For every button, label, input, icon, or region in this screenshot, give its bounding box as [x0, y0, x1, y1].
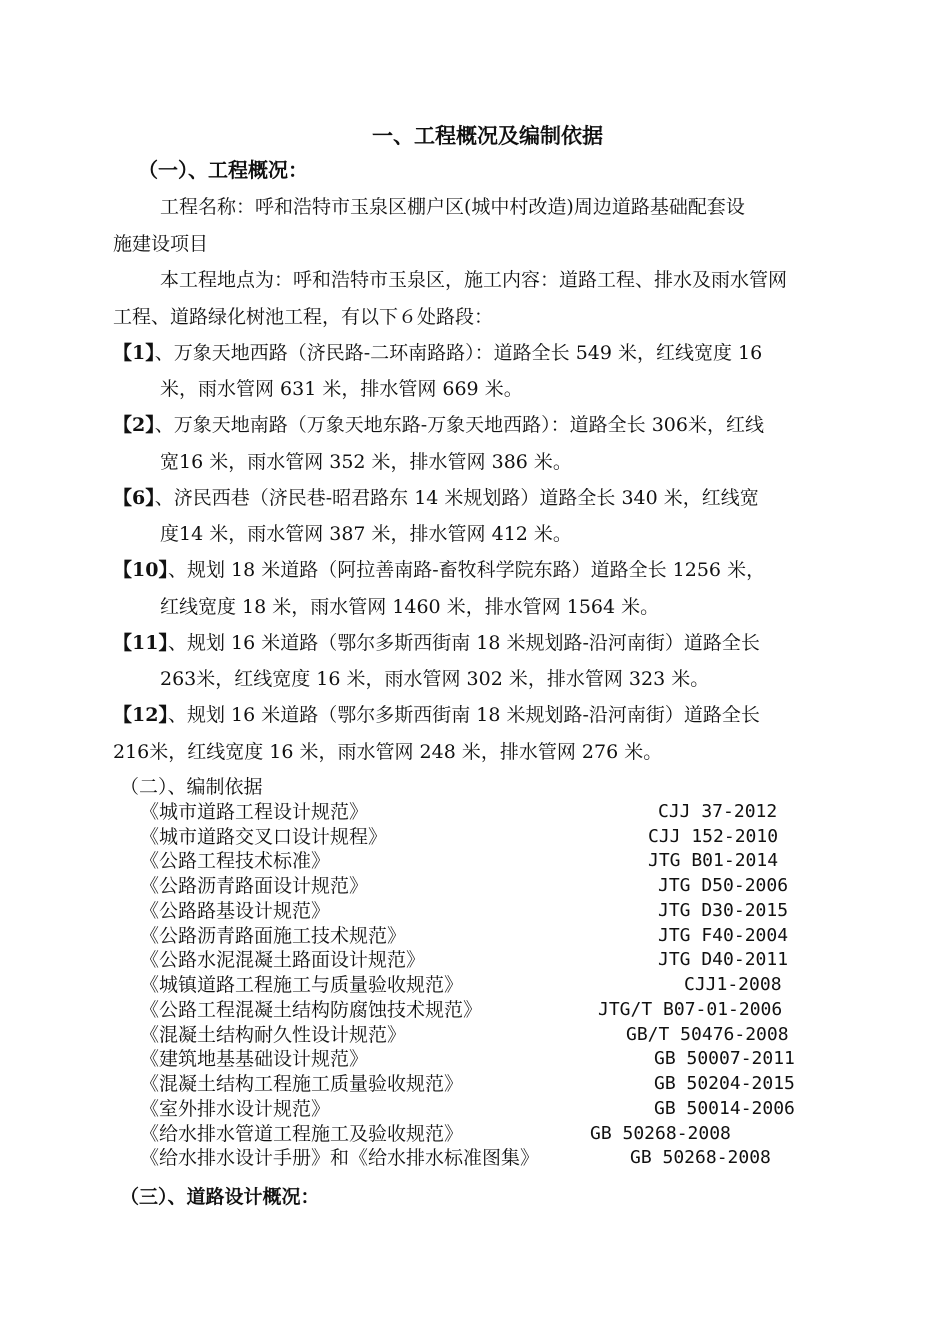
road-item-2-line-1: [113, 413, 764, 437]
reference-name: 《给水排水管道工程施工及验收规范》: [140, 1123, 464, 1145]
reference-name: 《公路工程技术标准》: [140, 850, 331, 872]
reference-code: JTG B01-2014: [648, 850, 779, 871]
road-item-2-tag: 【2】: [113, 414, 155, 436]
section-2-title: （二）、编制依据: [120, 776, 263, 798]
reference-code: JTG F40-2004: [658, 925, 789, 946]
reference-name: 《城市道路工程设计规范》: [140, 801, 369, 823]
reference-name: 《公路水泥混凝土路面设计规范》: [140, 949, 426, 971]
reference-name: 《城市道路交叉口设计规程》: [140, 826, 388, 848]
section-3-title: （三）、道路设计概况：: [120, 1186, 320, 1208]
road-item-1-text: 、万象天地西路（济民路-二环南路路）：道路全长 549 米，红线宽度 16: [154, 342, 763, 364]
road-item-2-text: 、万象天地南路（万象天地东路-万象天地西路）：道路全长 306米，红线: [154, 414, 764, 436]
reference-code: GB 50268-2008: [590, 1123, 731, 1144]
project-location-line-1: 本工程地点为：呼和浩特市玉泉区，施工内容：道路工程、排水及雨水管网: [160, 269, 788, 291]
reference-name: 《混凝土结构工程施工质量验收规范》: [140, 1073, 464, 1095]
reference-code: GB 50204-2015: [654, 1073, 795, 1094]
road-item-1-line-1: [113, 341, 762, 365]
road-item-12-text: 、规划 16 米道路（鄂尔多斯西街南 18 米规划路-沿河南街）道路全长: [167, 704, 760, 726]
reference-code: GB 50014-2006: [654, 1098, 795, 1119]
reference-name: 《城镇道路工程施工与质量验收规范》: [140, 974, 464, 996]
road-item-2-line-2: 宽16 米，雨水管网 352 米，排水管网 386 米。: [160, 451, 572, 473]
road-item-6-line-2: 度14 米，雨水管网 387 米，排水管网 412 米。: [160, 523, 572, 545]
reference-code: GB 50007-2011: [654, 1048, 795, 1069]
road-item-10-text: 、规划 18 米道路（阿拉善南路-畜牧科学院东路）道路全长 1256 米，: [167, 559, 766, 581]
section-1-title: （一）、工程概况：: [138, 158, 308, 182]
road-item-11-text: 、规划 16 米道路（鄂尔多斯西街南 18 米规划路-沿河南街）道路全长: [167, 632, 760, 654]
road-item-6-tag: 【6】: [113, 487, 155, 509]
road-item-12-tag: 【12】: [113, 704, 168, 726]
reference-code: CJJ 152-2010: [648, 826, 779, 847]
road-item-10-line-1: [113, 558, 765, 582]
reference-code: JTG D50-2006: [658, 875, 789, 896]
reference-code: CJJ1-2008: [684, 974, 782, 995]
project-location-line-2: 工程、道路绿化树池工程，有以下６处路段：: [113, 306, 494, 328]
reference-name: 《公路路基设计规范》: [140, 900, 331, 922]
reference-code: JTG/T B07-01-2006: [598, 999, 783, 1020]
road-item-12-line-2: 216米，红线宽度 16 米，雨水管网 248 米，排水管网 276 米。: [113, 741, 663, 763]
reference-name: 《建筑地基基础设计规范》: [140, 1048, 369, 1070]
reference-code: JTG D40-2011: [658, 949, 789, 970]
reference-code: CJJ 37-2012: [658, 801, 778, 822]
reference-name: 《公路沥青路面设计规范》: [140, 875, 369, 897]
reference-code: GB 50268-2008: [630, 1147, 771, 1168]
reference-code: JTG D30-2015: [658, 900, 789, 921]
road-item-10-line-2: 红线宽度 18 米，雨水管网 1460 米，排水管网 1564 米。: [160, 596, 660, 618]
road-item-1-line-2: 米，雨水管网 631 米，排水管网 669 米。: [160, 378, 523, 400]
reference-name: 《给水排水设计手册》和《给水排水标准图集》: [140, 1147, 540, 1169]
document-heading: 一、工程概况及编制依据: [372, 123, 603, 148]
road-item-12-line-1: [113, 703, 760, 727]
reference-name: 《室外排水设计规范》: [140, 1098, 331, 1120]
road-item-6-line-1: [113, 486, 759, 510]
reference-code: GB/T 50476-2008: [626, 1024, 789, 1045]
project-name-line-1: 工程名称：呼和浩特市玉泉区棚户区(城中村改造)周边道路基础配套设: [160, 196, 745, 218]
road-item-10-tag: 【10】: [113, 559, 168, 581]
road-item-11-line-1: [113, 631, 760, 655]
road-item-1-tag: 【1】: [113, 342, 155, 364]
road-item-11-tag: 【11】: [113, 632, 168, 654]
reference-name: 《公路沥青路面施工技术规范》: [140, 925, 407, 947]
reference-name: 《混凝土结构耐久性设计规范》: [140, 1024, 407, 1046]
road-item-6-text: 、济民西巷（济民巷-昭君路东 14 米规划路）道路全长 340 米，红线宽: [154, 487, 759, 509]
project-name-line-2: 施建设项目: [113, 233, 209, 255]
reference-name: 《公路工程混凝土结构防腐蚀技术规范》: [140, 999, 483, 1021]
road-item-11-line-2: 263米，红线宽度 16 米，雨水管网 302 米，排水管网 323 米。: [160, 668, 710, 690]
